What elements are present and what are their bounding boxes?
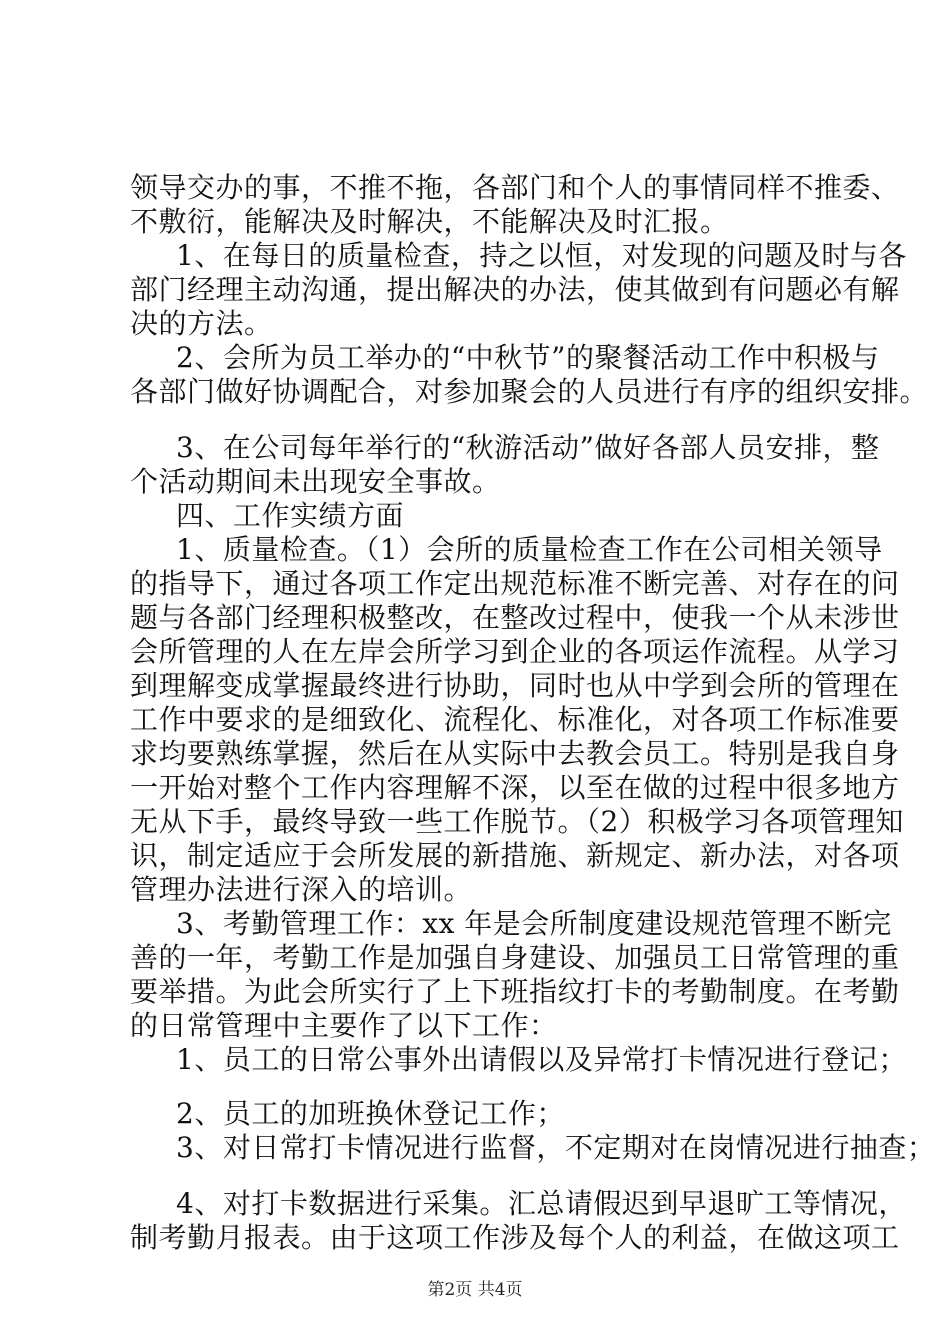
text-line: 个活动期间未出现安全事故。	[130, 465, 501, 498]
text-line: 2、会所为员工举办的“中秋节”的聚餐活动工作中积极与	[176, 341, 880, 374]
text-line: 不敷衍，能解决及时解决，不能解决及时汇报。	[130, 205, 729, 238]
text-line: 领导交办的事，不推不拖，各部门和个人的事情同样不推委、	[130, 171, 900, 204]
text-line: 的日常管理中主要作了以下工作：	[130, 1009, 558, 1042]
text-line: 善的一年，考勤工作是加强自身建设、加强员工日常管理的重	[130, 941, 900, 974]
text-line: 3、对日常打卡情况进行监督，不定期对在岗情况进行抽查；	[176, 1131, 936, 1164]
text-line: 工作中要求的是细致化、流程化、标准化，对各项工作标准要	[130, 703, 900, 736]
section-heading: 四、工作实绩方面	[176, 499, 405, 532]
text-line: 决的方法。	[130, 307, 273, 340]
text-line: 要举措。为此会所实行了上下班指纹打卡的考勤制度。在考勤	[130, 975, 900, 1008]
text-line: 识，制定适应于会所发展的新措施、新规定、新办法，对各项	[130, 839, 900, 872]
text-line: 3、在公司每年举行的“秋游活动”做好各部人员安排，整	[176, 431, 880, 464]
text-line: 部门经理主动沟通，提出解决的办法，使其做到有问题必有解	[130, 273, 900, 306]
text-line: 的指导下，通过各项工作定出规范标准不断完善、对存在的问	[130, 567, 900, 600]
page-number-footer: 第2页 共4页	[427, 1280, 523, 1300]
text-line: 无从下手，最终导致一些工作脱节。（2）积极学习各项管理知	[130, 805, 904, 838]
text-line: 1、质量检查。（1）会所的质量检查工作在公司相关领导	[176, 533, 883, 566]
text-line: 管理办法进行深入的培训。	[130, 873, 473, 906]
text-line: 求均要熟练掌握，然后在从实际中去教会员工。特别是我自身	[130, 737, 900, 770]
text-line: 3、考勤管理工作：xx 年是会所制度建设规范管理不断完	[176, 907, 892, 940]
text-line: 1、员工的日常公事外出请假以及异常打卡情况进行登记；	[176, 1043, 907, 1076]
text-line: 2、员工的加班换休登记工作；	[176, 1097, 565, 1130]
text-line: 一开始对整个工作内容理解不深，以至在做的过程中很多地方	[130, 771, 900, 804]
text-line: 4、对打卡数据进行采集。汇总请假迟到早退旷工等情况，	[176, 1187, 907, 1220]
text-line: 到理解变成掌握最终进行协助，同时也从中学到会所的管理在	[130, 669, 900, 702]
text-line: 会所管理的人在左岸会所学习到企业的各项运作流程。从学习	[130, 635, 900, 668]
text-line: 制考勤月报表。由于这项工作涉及每个人的利益，在做这项工	[130, 1221, 900, 1254]
text-line: 1、在每日的质量检查，持之以恒，对发现的问题及时与各	[176, 239, 907, 272]
text-line: 题与各部门经理积极整改，在整改过程中，使我一个从未涉世	[130, 601, 900, 634]
text-line: 各部门做好协调配合，对参加聚会的人员进行有序的组织安排。	[130, 375, 929, 408]
